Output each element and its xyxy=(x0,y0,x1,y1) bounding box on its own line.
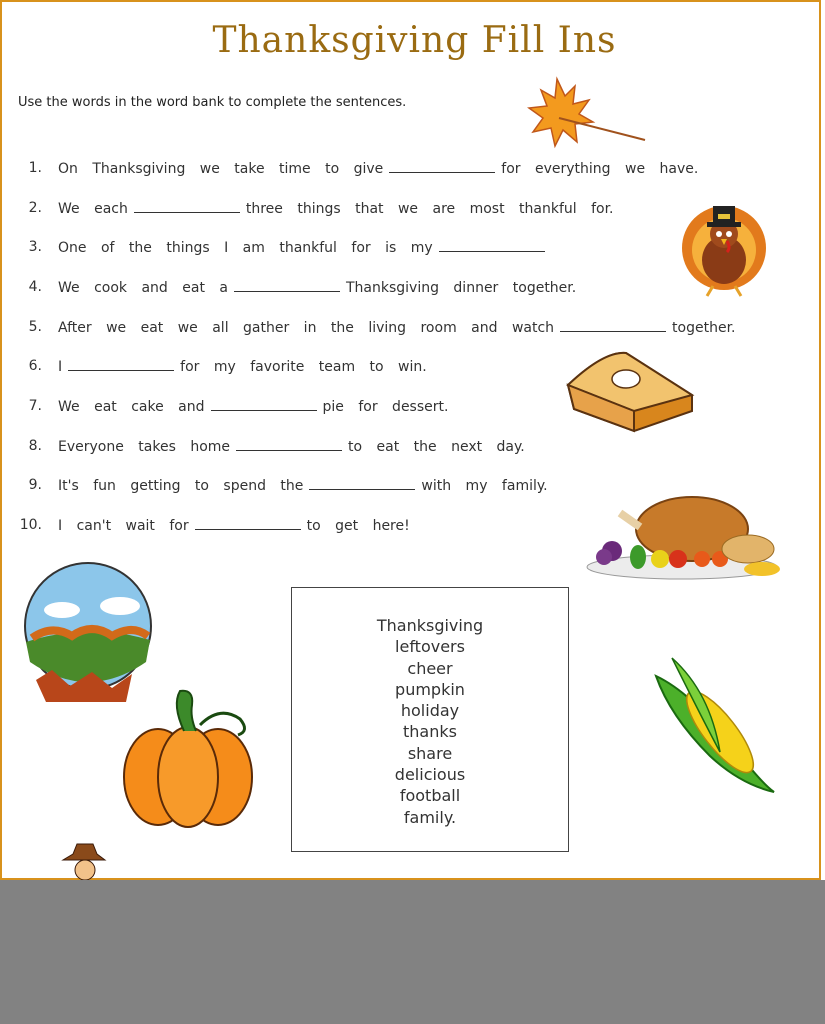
sentence-text xyxy=(58,517,410,534)
answer-blank[interactable] xyxy=(211,398,317,411)
sentence-before: We eat cake and xyxy=(58,399,205,415)
word-bank xyxy=(291,587,569,852)
sentence-text xyxy=(58,279,576,296)
worksheet-title: Thanksgiving Fill Ins xyxy=(212,20,617,61)
sentence-number: 7. xyxy=(28,398,42,414)
sentence-text xyxy=(58,319,736,336)
answer-blank[interactable] xyxy=(236,438,342,451)
word-bank-item: pumpkin xyxy=(395,679,465,699)
sentence-after: Thanksgiving dinner together. xyxy=(345,280,577,296)
sentence-after: for my favorite team to win. xyxy=(180,359,427,375)
sentence-number: 8. xyxy=(28,438,42,454)
bottom-overlay-bar xyxy=(0,880,825,1024)
sentence-text xyxy=(58,477,548,494)
sentence-number: 6. xyxy=(28,358,42,374)
sentence-number: 3. xyxy=(28,239,42,255)
answer-blank[interactable] xyxy=(68,358,174,371)
answer-blank[interactable] xyxy=(439,239,545,252)
answer-blank[interactable] xyxy=(309,477,415,490)
turkey-icon xyxy=(677,200,772,298)
turkey-dinner-icon xyxy=(582,487,790,582)
sentence-text xyxy=(58,358,427,375)
word-bank-item: family. xyxy=(403,807,457,827)
sentence-before: Everyone takes home xyxy=(58,439,231,455)
word-bank-item: holiday xyxy=(400,701,460,721)
sentence-after: together. xyxy=(672,320,736,336)
maple-leaf-icon xyxy=(527,74,652,152)
sentence-text xyxy=(58,160,698,177)
sentence-after: to get here! xyxy=(306,518,410,534)
answer-blank[interactable] xyxy=(560,319,666,332)
sentence-number: 10. xyxy=(19,517,42,533)
word-bank-item: thanks xyxy=(403,722,457,742)
scarecrow-icon xyxy=(57,842,112,880)
sentence-text xyxy=(58,200,614,217)
answer-blank[interactable] xyxy=(234,279,340,292)
sentence-before: I xyxy=(58,359,63,375)
sentence-before: One of the things I am thankful for is my xyxy=(58,240,433,256)
answer-blank[interactable] xyxy=(389,160,495,173)
sentence-before: I can't wait for xyxy=(58,518,189,534)
word-bank-item: football xyxy=(399,786,461,806)
sentence-before: On Thanksgiving we take time to give xyxy=(58,161,384,177)
sentence-number: 1. xyxy=(28,160,42,176)
pumpkin-icon xyxy=(120,685,260,831)
sentence-text xyxy=(58,398,448,415)
word-bank-item: leftovers xyxy=(395,637,465,657)
sentence-number: 5. xyxy=(28,319,42,335)
sentence-number: 9. xyxy=(28,477,42,493)
instructions: Use the words in the word bank to complete the sentences. xyxy=(18,95,407,110)
sentence-number: 2. xyxy=(28,200,42,216)
sentence-before: After we eat we all gather in the living room and watch xyxy=(58,320,555,336)
word-bank-item: Thanksgiving xyxy=(376,616,484,635)
sentence-text xyxy=(58,438,525,455)
sentence-after: with my family. xyxy=(421,478,548,494)
answer-blank[interactable] xyxy=(134,200,240,213)
sentence-after: three things that we are most thankful for. xyxy=(245,201,614,217)
sentence-before: It's fun getting to spend the xyxy=(58,478,304,494)
word-bank-item: delicious xyxy=(394,765,466,785)
sentence-number: 4. xyxy=(28,279,42,295)
sentence-text xyxy=(58,239,551,256)
word-bank-item: share xyxy=(407,743,453,763)
sentence-before: We cook and eat a xyxy=(58,280,228,296)
sentence-after: to eat the next day. xyxy=(348,439,525,455)
word-bank-item: cheer xyxy=(407,658,453,678)
corn-icon xyxy=(650,652,780,797)
sentence-before: We each xyxy=(58,201,128,217)
answer-blank[interactable] xyxy=(195,517,301,530)
sentence-after: pie for dessert. xyxy=(322,399,449,415)
pie-icon xyxy=(564,349,696,434)
sentence-after: for everything we have. xyxy=(501,161,699,177)
